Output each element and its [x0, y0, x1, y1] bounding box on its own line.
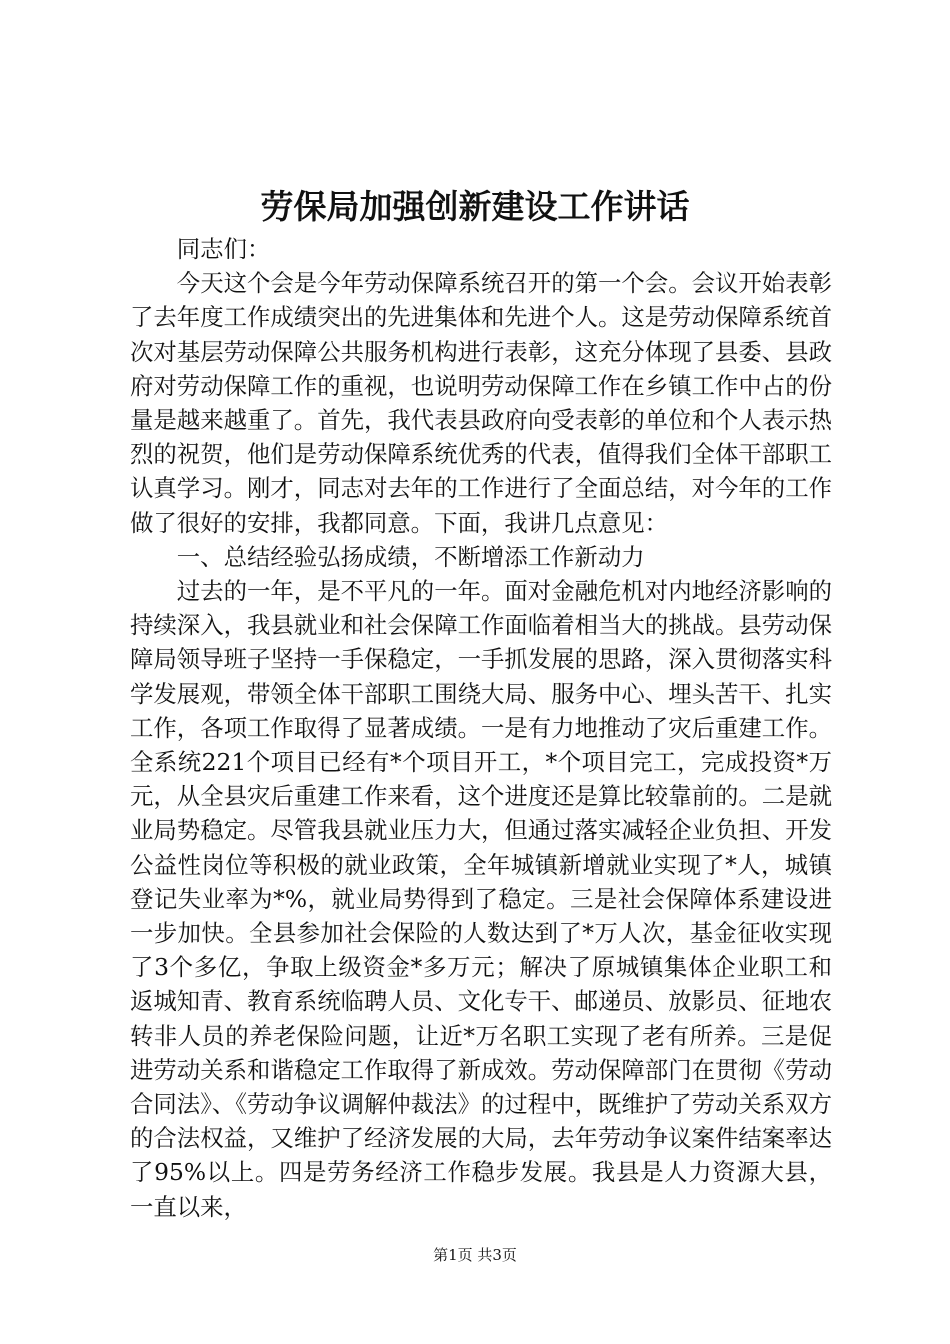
- salutation-paragraph: 同志们：: [176, 235, 271, 263]
- body-paragraph: 过去的一年，是不平凡的一年。面对金融危机对内地经济影响的持续深入，我县就业和社会保障工作面临着相当大的挑战。县劳动保障局领导班子坚持一手保稳定，一手抓发展的思路，深入贯彻落实科学发展观，带领全体干部职工围绕大局、服务中心、埋头苦干、扎实工作，各项工作取得了显著成绩。一是有力地推动了灾后重建工作。全系统221个项目已经有*个项目开工，*个项目完工，完成投资*万元，从全县灾后重建工作来看，这个进度还是算比较靠前的。二是就业局势稳定。尽管我县就业压力大，但通过落实减轻企业负担、开发公益性岗位等积极的就业政策，全年城镇新增就业实现了*人，城镇登记失业率为*%，就业局势得到了稳定。三是社会保障体系建设进一步加快。全县参加社会保险的人数达到了*万人次，基金征收实现了3个多亿，争取上级资金*多万元；解决了原城镇集体企业职工和返城知青、教育系统临聘人员、文化专干、邮递员、放影员、征地农转非人员的养老保险问题，让近*万名职工实现了老有所养。三是促进劳动关系和谐稳定工作取得了新成效。劳动保障部门在贯彻《劳动合同法》、《劳动争议调解仲裁法》的过程中，既维护了劳动关系双方的合法权益，又维护了经济发展的大局，去年劳动争议案件结案率达了95%以上。四是劳务经济工作稳步发展。我县是人力资源大县，一直以来，: [130, 577, 832, 1221]
- section-heading: 一、总结经验弘扬成绩，不断增添工作新动力: [176, 542, 645, 571]
- document-title: 劳保局加强创新建设工作讲话: [260, 187, 690, 226]
- page-footer: 第1页 共3页: [433, 1246, 517, 1264]
- document-body: [130, 232, 832, 1224]
- opening-paragraph: 今天这个会是今年劳动保障系统召开的第一个会。会议开始表彰了去年度工作成绩突出的先进集体和先进个人。这是劳动保障系统首次对基层劳动保障公共服务机构进行表彰，这充分体现了县委、县政府对劳动保障工作的重视，也说明劳动保障工作在乡镇工作中占的份量是越来越重了。首先，我代表县政府向受表彰的单位和个人表示热烈的祝贺，他们是劳动保障系统优秀的代表，值得我们全体干部职工认真学习。刚才，同志对去年的工作进行了全面总结，对今年的工作做了很好的安排，我都同意。下面，我讲几点意见：: [130, 269, 832, 537]
